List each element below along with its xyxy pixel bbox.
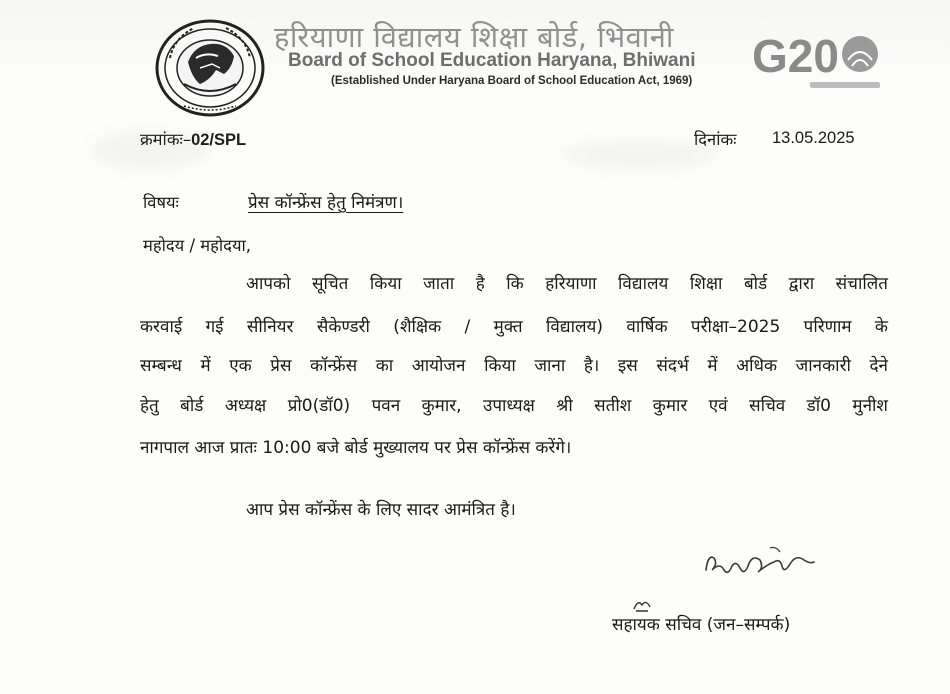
body-line: सम्बन्ध में एक प्रेस कॉन्फ्रेंस का आयोजन किया जाना है। इस संदर्भ में अधिक जानकारी देने <box>140 356 888 376</box>
header-title-hindi: हरियाणा विद्यालय शिक्षा बोर्ड, भिवानी <box>274 20 674 54</box>
date-value: 13.05.2025 <box>772 129 855 147</box>
reference-label: क्रमांकः– <box>140 130 192 149</box>
signatory-designation: सहायक सचिव (जन–सम्पर्क) <box>612 615 791 635</box>
body-line: करवाई गई सीनियर सैकेण्डरी (शैक्षिक / मुक्त विद्यालय) वार्षिक परीक्षा–2025 परिणाम के <box>140 317 888 337</box>
g20-logo-text: G20 <box>752 30 839 82</box>
body-line: आपको सूचित किया जाता है कि हरियाणा विद्यालय शिक्षा बोर्ड द्वारा संचालित <box>246 274 888 294</box>
header-established-note: (Established Under Haryana Board of School Education Act, 1969) <box>331 75 693 87</box>
date-label: दिनांकः <box>694 130 737 149</box>
subject-label: विषयः <box>143 193 179 212</box>
invitation-line: आप प्रेस कॉन्फ्रेंस के लिए सादर आमंत्रित है। <box>246 500 516 520</box>
reference-number <box>140 127 246 150</box>
g20-logo <box>752 26 882 94</box>
board-seal-logo <box>154 18 266 118</box>
header-title-english: Board of School Education Haryana, Bhiwani <box>288 50 696 71</box>
handwritten-signature <box>700 540 816 584</box>
salutation: महोदय / महोदया, <box>143 236 252 255</box>
body-line: नागपाल आज प्रातः 10:00 बजे बोर्ड मुख्यालय पर प्रेस कॉन्फ्रेंस करेंगे। <box>140 438 572 458</box>
subject-text: प्रेस कॉन्फ्रेंस हेतु निमंत्रण। <box>248 193 404 213</box>
body-line: हेतु बोर्ड अध्यक्ष प्रो0(डॉ0) पवन कुमार, उपाध्यक्ष श्री सतीश कुमार एवं सचिव डॉ0 मुनीश <box>140 396 888 416</box>
reference-value: 02/SPL <box>191 131 247 149</box>
